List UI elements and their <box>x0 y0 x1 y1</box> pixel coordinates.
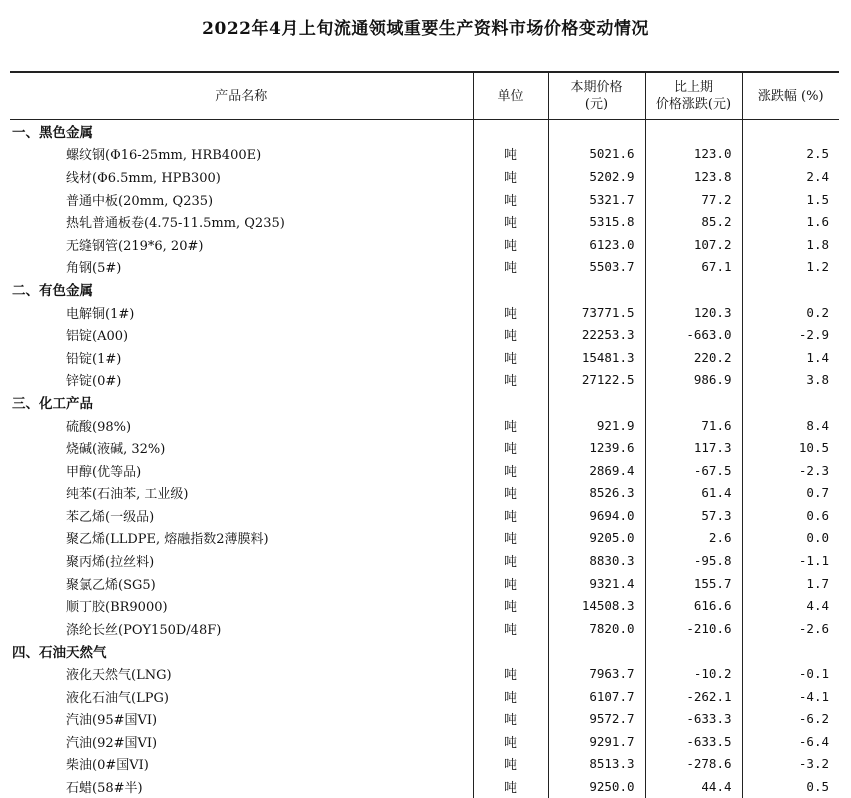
product-unit: 吨 <box>473 436 548 459</box>
category-pct-cell <box>742 278 839 301</box>
change-percent: 1.4 <box>742 346 839 369</box>
current-price: 2869.4 <box>548 459 645 482</box>
table-row <box>10 346 839 369</box>
product-unit: 吨 <box>473 504 548 527</box>
price-change: 120.3 <box>645 301 742 324</box>
current-price: 5021.6 <box>548 143 645 166</box>
product-unit: 吨 <box>473 594 548 617</box>
product-unit: 吨 <box>473 459 548 482</box>
current-price: 27122.5 <box>548 369 645 392</box>
table-row <box>10 143 839 166</box>
current-price: 9205.0 <box>548 527 645 550</box>
price-change: 77.2 <box>645 188 742 211</box>
product-unit: 吨 <box>473 685 548 708</box>
header-unit: 单位 <box>473 72 548 120</box>
table-body <box>10 120 839 798</box>
category-change-cell <box>645 391 742 414</box>
change-percent: 1.2 <box>742 256 839 279</box>
category-change-cell <box>645 278 742 301</box>
price-change: -262.1 <box>645 685 742 708</box>
product-name: 螺纹钢(Φ16-25mm, HRB400E) <box>66 148 262 164</box>
product-name: 液化天然气(LNG) <box>66 668 172 684</box>
category-price-cell <box>548 120 645 143</box>
table-row <box>10 617 839 640</box>
table-row <box>10 482 839 505</box>
product-unit: 吨 <box>473 143 548 166</box>
product-name: 电解铜(1#) <box>66 306 135 322</box>
table-row <box>10 256 839 279</box>
product-unit: 吨 <box>473 775 548 798</box>
table-row <box>10 572 839 595</box>
price-change: 220.2 <box>645 346 742 369</box>
price-change: -633.5 <box>645 730 742 753</box>
table-row <box>10 165 839 188</box>
category-name: 四、石油天然气 <box>12 644 107 661</box>
category-unit-cell <box>473 391 548 414</box>
header-current-price <box>548 72 645 120</box>
current-price: 9291.7 <box>548 730 645 753</box>
change-percent: 0.5 <box>742 775 839 798</box>
header-current-price-line1: 本期价格 <box>570 80 623 95</box>
current-price: 5315.8 <box>548 210 645 233</box>
product-unit: 吨 <box>473 730 548 753</box>
product-name: 铝锭(A00) <box>66 329 129 345</box>
table-row <box>10 504 839 527</box>
table-row <box>10 685 839 708</box>
category-unit-cell <box>473 640 548 663</box>
category-unit-cell <box>473 278 548 301</box>
change-percent: 0.7 <box>742 482 839 505</box>
current-price: 1239.6 <box>548 436 645 459</box>
product-name: 聚乙烯(LLDPE, 熔融指数2薄膜料) <box>66 532 269 548</box>
product-name: 聚氯乙烯(SG5) <box>66 577 156 593</box>
category-pct-cell <box>742 640 839 663</box>
category-row <box>10 278 839 301</box>
change-percent: -6.4 <box>742 730 839 753</box>
price-change: 107.2 <box>645 233 742 256</box>
current-price: 921.9 <box>548 414 645 437</box>
product-unit: 吨 <box>473 662 548 685</box>
table-row <box>10 414 839 437</box>
price-change: -67.5 <box>645 459 742 482</box>
change-percent: 8.4 <box>742 414 839 437</box>
current-price: 8830.3 <box>548 549 645 572</box>
change-percent: 0.0 <box>742 527 839 550</box>
current-price: 73771.5 <box>548 301 645 324</box>
category-price-cell <box>548 640 645 663</box>
table-row <box>10 775 839 798</box>
product-name: 甲醇(优等品) <box>66 464 142 480</box>
change-percent: 4.4 <box>742 594 839 617</box>
product-unit: 吨 <box>473 323 548 346</box>
current-price: 5321.7 <box>548 188 645 211</box>
current-price: 7963.7 <box>548 662 645 685</box>
product-unit: 吨 <box>473 165 548 188</box>
category-name: 二、有色金属 <box>12 283 93 300</box>
header-price-change-line2: 价格涨跌(元) <box>655 97 732 112</box>
product-unit: 吨 <box>473 572 548 595</box>
change-percent: 1.5 <box>742 188 839 211</box>
product-unit: 吨 <box>473 753 548 776</box>
change-percent: 0.2 <box>742 301 839 324</box>
current-price: 9250.0 <box>548 775 645 798</box>
table-row <box>10 369 839 392</box>
price-change: 123.0 <box>645 143 742 166</box>
table-row <box>10 594 839 617</box>
product-unit: 吨 <box>473 414 548 437</box>
category-unit-cell <box>473 120 548 143</box>
change-percent: 10.5 <box>742 436 839 459</box>
product-unit: 吨 <box>473 617 548 640</box>
change-percent: 1.6 <box>742 210 839 233</box>
current-price: 9572.7 <box>548 707 645 730</box>
product-name: 线材(Φ6.5mm, HPB300) <box>66 170 221 186</box>
change-percent: -2.6 <box>742 617 839 640</box>
category-change-cell <box>645 120 742 143</box>
change-percent: -2.3 <box>742 459 839 482</box>
product-name: 汽油(92#国VI) <box>66 735 158 751</box>
change-percent: 2.5 <box>742 143 839 166</box>
category-name: 一、黑色金属 <box>12 125 93 142</box>
table-row <box>10 459 839 482</box>
product-name: 无缝钢管(219*6, 20#) <box>66 238 204 254</box>
change-percent: 1.7 <box>742 572 839 595</box>
category-row <box>10 640 839 663</box>
product-name: 液化石油气(LPG) <box>66 690 169 706</box>
current-price: 5202.9 <box>548 165 645 188</box>
category-pct-cell <box>742 391 839 414</box>
price-change: -633.3 <box>645 707 742 730</box>
change-percent: -6.2 <box>742 707 839 730</box>
product-name: 聚丙烯(拉丝料) <box>66 555 155 571</box>
price-change: 2.6 <box>645 527 742 550</box>
change-percent: 1.8 <box>742 233 839 256</box>
table-row <box>10 210 839 233</box>
category-row <box>10 391 839 414</box>
table-header <box>10 72 839 120</box>
change-percent: -0.1 <box>742 662 839 685</box>
product-name: 苯乙烯(一级品) <box>66 509 155 525</box>
product-name: 汽油(95#国VI) <box>66 713 158 729</box>
price-change: 986.9 <box>645 369 742 392</box>
table-row <box>10 527 839 550</box>
header-price-change <box>645 72 742 120</box>
price-change: 61.4 <box>645 482 742 505</box>
price-change: 123.8 <box>645 165 742 188</box>
category-name: 三、化工产品 <box>12 396 93 413</box>
current-price: 6123.0 <box>548 233 645 256</box>
current-price: 9321.4 <box>548 572 645 595</box>
price-change: 57.3 <box>645 504 742 527</box>
table-row <box>10 323 839 346</box>
current-price: 6107.7 <box>548 685 645 708</box>
price-change: 44.4 <box>645 775 742 798</box>
product-unit: 吨 <box>473 188 548 211</box>
change-percent: -2.9 <box>742 323 839 346</box>
product-unit: 吨 <box>473 707 548 730</box>
change-percent: 0.6 <box>742 504 839 527</box>
table-row <box>10 233 839 256</box>
price-change: -210.6 <box>645 617 742 640</box>
current-price: 8526.3 <box>548 482 645 505</box>
current-price: 7820.0 <box>548 617 645 640</box>
header-product-name: 产品名称 <box>10 72 473 120</box>
product-unit: 吨 <box>473 256 548 279</box>
product-name: 纯苯(石油苯, 工业级) <box>66 487 189 503</box>
table-row <box>10 549 839 572</box>
product-name: 柴油(0#国VI) <box>66 758 149 774</box>
price-change: -10.2 <box>645 662 742 685</box>
change-percent: -1.1 <box>742 549 839 572</box>
product-unit: 吨 <box>473 549 548 572</box>
price-change: 67.1 <box>645 256 742 279</box>
price-change: 71.6 <box>645 414 742 437</box>
product-name: 涤纶长丝(POY150D/48F) <box>66 622 222 638</box>
current-price: 5503.7 <box>548 256 645 279</box>
table-row <box>10 662 839 685</box>
product-name: 锌锭(0#) <box>66 374 122 390</box>
price-change: 616.6 <box>645 594 742 617</box>
current-price: 9694.0 <box>548 504 645 527</box>
price-change: -278.6 <box>645 753 742 776</box>
product-name: 铅锭(1#) <box>66 351 122 367</box>
table-row <box>10 707 839 730</box>
price-change: -663.0 <box>645 323 742 346</box>
table-row <box>10 436 839 459</box>
table-row <box>10 301 839 324</box>
current-price: 14508.3 <box>548 594 645 617</box>
product-name: 热轧普通板卷(4.75-11.5mm, Q235) <box>66 216 285 232</box>
product-unit: 吨 <box>473 482 548 505</box>
product-name: 普通中板(20mm, Q235) <box>66 193 214 209</box>
product-name: 角钢(5#) <box>66 261 122 277</box>
header-current-price-line2: (元) <box>584 97 609 112</box>
product-unit: 吨 <box>473 301 548 324</box>
product-unit: 吨 <box>473 210 548 233</box>
price-change: 117.3 <box>645 436 742 459</box>
price-change: -95.8 <box>645 549 742 572</box>
current-price: 22253.3 <box>548 323 645 346</box>
current-price: 8513.3 <box>548 753 645 776</box>
product-unit: 吨 <box>473 369 548 392</box>
product-unit: 吨 <box>473 346 548 369</box>
category-pct-cell <box>742 120 839 143</box>
price-table <box>10 71 839 798</box>
header-price-change-line1: 比上期 <box>673 80 713 95</box>
page-title: 2022年4月上旬流通领域重要生产资料市场价格变动情况 <box>202 19 649 39</box>
current-price: 15481.3 <box>548 346 645 369</box>
change-percent: 2.4 <box>742 165 839 188</box>
change-percent: 3.8 <box>742 369 839 392</box>
product-name: 烧碱(液碱, 32%) <box>66 442 166 458</box>
table-row <box>10 753 839 776</box>
product-name: 硫酸(98%) <box>66 419 132 435</box>
category-price-cell <box>548 278 645 301</box>
price-change: 155.7 <box>645 572 742 595</box>
product-name: 石蜡(58#半) <box>66 781 143 797</box>
category-price-cell <box>548 391 645 414</box>
change-percent: -4.1 <box>742 685 839 708</box>
category-change-cell <box>645 640 742 663</box>
product-name: 顺丁胶(BR9000) <box>66 600 168 616</box>
table-row <box>10 730 839 753</box>
change-percent: -3.2 <box>742 753 839 776</box>
price-change: 85.2 <box>645 210 742 233</box>
product-unit: 吨 <box>473 233 548 256</box>
product-unit: 吨 <box>473 527 548 550</box>
category-row <box>10 120 839 143</box>
table-row <box>10 188 839 211</box>
header-change-percent: 涨跌幅 (%) <box>742 72 839 120</box>
